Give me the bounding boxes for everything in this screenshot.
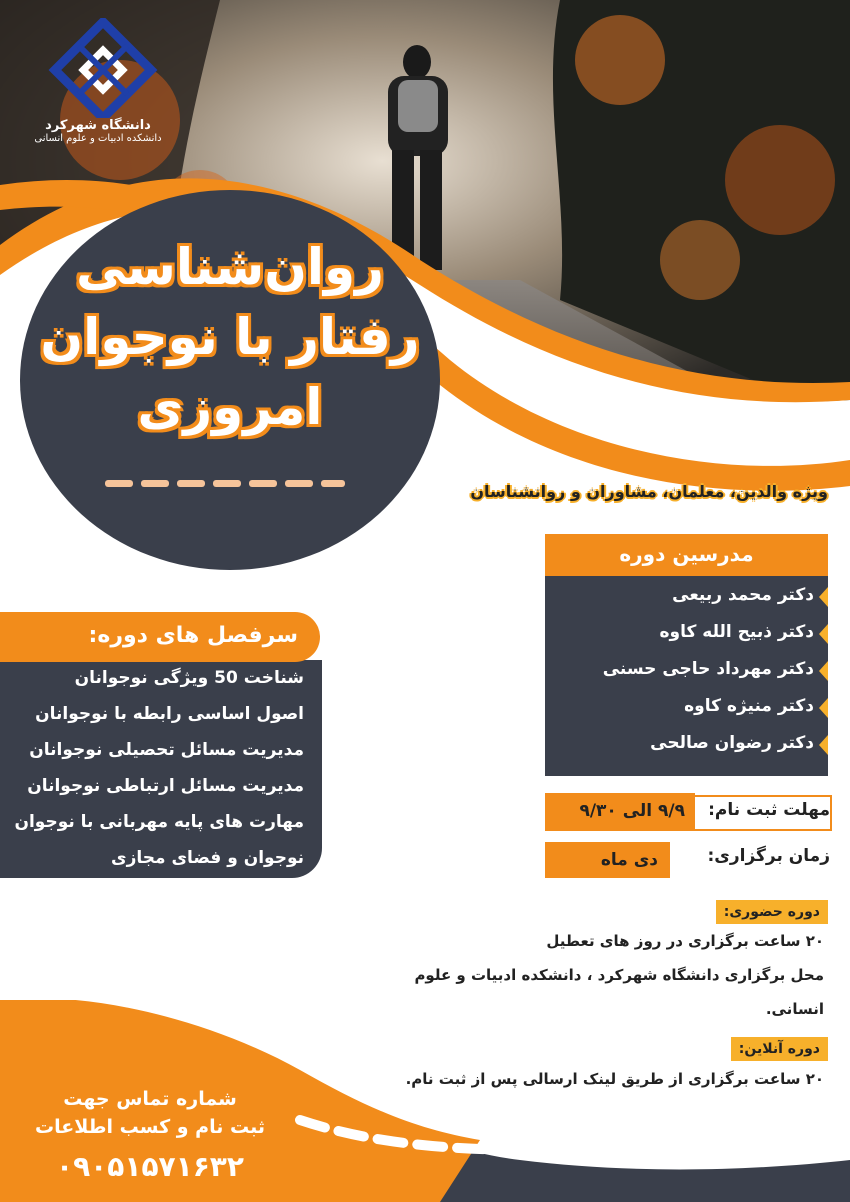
contact-phone: ۰۹۰۵۱۵۷۱۶۳۲ bbox=[56, 1150, 244, 1183]
contact-line-1: شماره تماس جهت bbox=[63, 1088, 237, 1110]
in-person-label: دوره حضوری: bbox=[716, 900, 828, 924]
title-line-3: امروزی bbox=[137, 378, 323, 436]
online-line-1: ۲۰ ساعت برگزاری از طریق لینک ارسالی پس از ثبت نام. bbox=[405, 1070, 824, 1088]
online-label: دوره آنلاین: bbox=[731, 1037, 828, 1061]
time-value: دی ماه bbox=[600, 850, 658, 870]
topics-heading bbox=[0, 612, 320, 662]
bullet-arrow-icon bbox=[819, 587, 828, 607]
bullet-arrow-icon bbox=[819, 661, 828, 681]
deadline-value: ۹/۹ الی ۹/۳۰ bbox=[579, 801, 685, 821]
topics-panel bbox=[0, 660, 322, 878]
logo-faculty-name: دانشکده ادبیات و علوم انسانی bbox=[34, 133, 162, 144]
title-line-2: رفتار با نوجوان bbox=[40, 308, 420, 366]
audience-text: ویژه والدین، معلمان، مشاوران و روانشناسان bbox=[470, 482, 828, 501]
in-person-line-3: انسانی. bbox=[765, 1000, 824, 1018]
title-divider-dashes bbox=[105, 478, 345, 490]
bullet-arrow-icon bbox=[819, 735, 828, 755]
teacher-item: دکتر رضوان صالحی bbox=[650, 733, 814, 753]
logo-icon bbox=[18, 18, 178, 118]
deadline-label: مهلت ثبت نام: bbox=[708, 800, 830, 820]
topic-item: مدیریت مسائل تحصیلی نوجوانان bbox=[29, 740, 304, 760]
time-value-band bbox=[545, 842, 670, 878]
teachers-panel bbox=[545, 534, 828, 776]
title-circle bbox=[20, 190, 440, 570]
university-logo bbox=[18, 18, 178, 168]
topics-heading-text: سرفصل های دوره: bbox=[88, 623, 298, 648]
teachers-heading: مدرسین دوره bbox=[545, 534, 828, 576]
bullet-arrow-icon bbox=[819, 624, 828, 644]
topic-item: مهارت های پایه مهربانی با نوجوان bbox=[14, 812, 304, 832]
title-line-1: روان‌شناسی bbox=[76, 238, 384, 296]
topic-item: شناخت 50 ویژگی نوجوانان bbox=[74, 668, 304, 688]
teacher-item: دکتر ذبیح الله کاوه bbox=[659, 622, 814, 642]
topic-item: نوجوان و فضای مجازی bbox=[111, 848, 304, 868]
teacher-item: دکتر محمد ربیعی bbox=[672, 585, 814, 605]
time-label: زمان برگزاری: bbox=[707, 846, 830, 866]
teacher-item: دکتر مهرداد حاجی حسنی bbox=[602, 659, 814, 679]
in-person-line-2: محل برگزاری دانشگاه شهرکرد ، دانشکده ادبیات و علوم bbox=[414, 966, 824, 984]
topic-item: اصول اساسی رابطه با نوجوانان bbox=[35, 704, 304, 724]
contact-line-2: ثبت نام و کسب اطلاعات bbox=[34, 1116, 265, 1138]
logo-university-name: دانشگاه شهرکرد bbox=[45, 118, 151, 133]
deadline-value-band bbox=[545, 793, 695, 829]
in-person-line-1: ۲۰ ساعت برگزاری در روز های تعطیل bbox=[546, 932, 824, 950]
teacher-item: دکتر منیژه کاوه bbox=[684, 696, 814, 716]
topic-item: مدیریت مسائل ارتباطی نوجوانان bbox=[27, 776, 304, 796]
bullet-arrow-icon bbox=[819, 698, 828, 718]
